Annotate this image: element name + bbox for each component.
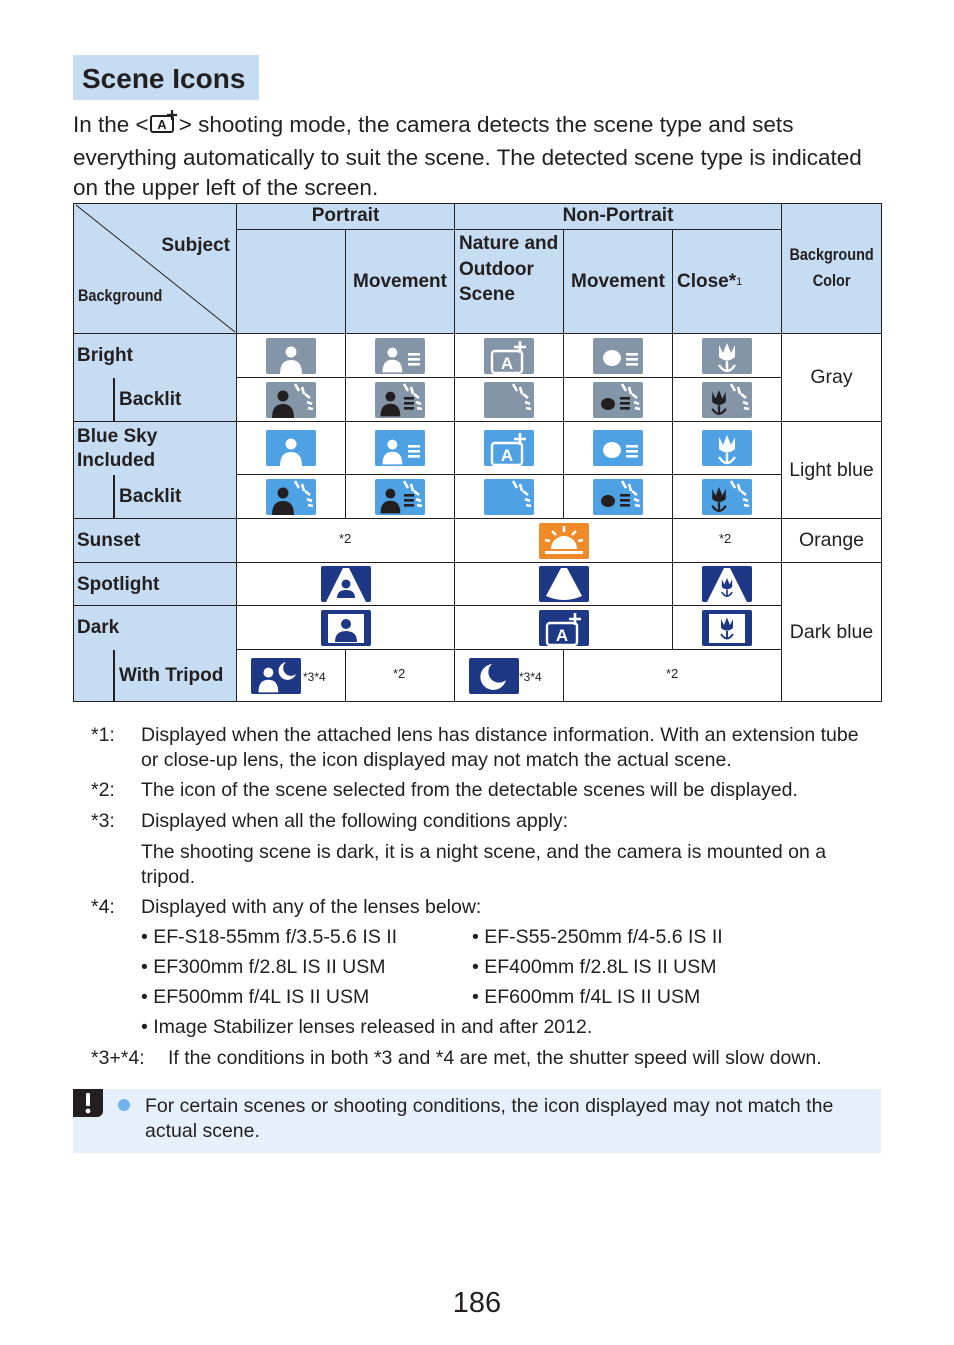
corner-header	[73, 203, 237, 334]
icon-cell	[237, 378, 346, 422]
tripod-nature-cell	[455, 650, 564, 702]
header-portrait-still	[237, 230, 346, 334]
dark-close-cell	[673, 606, 782, 650]
row-indent	[73, 475, 114, 519]
caution-text: For certain scenes or shooting conditions, the icon displayed may not match the actual scene.	[145, 1095, 834, 1142]
spotlight-close-up-icon	[702, 566, 752, 602]
footnote-1-text: Displayed when the attached lens has distance information. With an extension tube or close-up lens, the icon displayed may not match the actual scene.	[141, 724, 859, 771]
row-label-dark: Dark	[73, 606, 237, 650]
header-background-color-label: Background Color	[789, 245, 874, 290]
footnote-4-mark: *4:	[91, 896, 115, 918]
close-up-icon	[702, 430, 752, 466]
header-close	[673, 230, 782, 334]
night-portrait-tripod-icon	[251, 658, 301, 694]
sunset-portrait-cell	[237, 519, 455, 563]
icon-cell	[455, 422, 564, 475]
close-up-icon	[702, 338, 752, 374]
tripod-portrait-cell	[237, 650, 346, 702]
bg-color-dark-blue: Dark blue	[782, 563, 882, 702]
caution-box	[73, 1089, 881, 1153]
dark-scene-auto-icon	[539, 610, 589, 646]
header-nature-outdoor: Nature and Outdoor Scene	[455, 230, 564, 334]
icon-cell	[237, 334, 346, 378]
intro-text-start: In the <	[73, 112, 149, 137]
dark-non-portrait-cell	[455, 606, 673, 650]
icon-cell	[455, 334, 564, 378]
icon-cell	[564, 378, 673, 422]
icon-cell	[673, 378, 782, 422]
note-2: *2	[719, 531, 732, 546]
footnote-2-text: The icon of the scene selected from the detectable scenes will be displayed.	[141, 779, 798, 801]
spotlight-portrait-cell	[237, 563, 455, 606]
portrait-icon	[266, 430, 316, 466]
row-label-backlit-2: Backlit	[114, 475, 237, 519]
note-2: *2	[393, 666, 406, 681]
header-close-label: Close*	[677, 270, 737, 292]
header-close-note: 1	[736, 275, 743, 288]
row-label-with-tripod: With Tripod	[114, 650, 237, 702]
movement-icon	[593, 338, 643, 374]
icon-cell	[346, 422, 455, 475]
note-3-4: *3*4	[303, 670, 326, 684]
night-scene-tripod-icon	[469, 658, 519, 694]
backlit-movement-icon	[593, 479, 643, 515]
backlit-portrait-movement-icon	[375, 479, 425, 515]
caution-icon	[73, 1089, 103, 1117]
dark-portrait-cell	[237, 606, 455, 650]
page-number: 186	[452, 1287, 502, 1319]
header-non-portrait: Non-Portrait	[455, 203, 782, 230]
note-2: *2	[666, 666, 679, 681]
footnote-1-mark: *1:	[91, 724, 115, 746]
tripod-non-portrait-rest-cell	[564, 650, 782, 702]
icon-cell	[237, 422, 346, 475]
portrait-icon	[266, 338, 316, 374]
icon-cell	[673, 475, 782, 519]
bg-color-light-blue: Light blue	[782, 422, 882, 519]
svg-text:A: A	[156, 117, 167, 132]
icon-cell	[673, 422, 782, 475]
dark-portrait-icon	[321, 610, 371, 646]
backlit-portrait-icon	[266, 479, 316, 515]
row-label-bright: Bright	[73, 334, 237, 378]
row-label-spotlight: Spotlight	[73, 563, 237, 606]
corner-subject-label: Subject	[161, 235, 230, 256]
backlit-portrait-icon	[266, 382, 316, 418]
lens-extra: • Image Stabilizer lenses released in and after 2012.	[141, 1016, 593, 1038]
tripod-movement-cell	[346, 650, 455, 702]
lens-item: • EF500mm f/4L IS II USM	[141, 986, 370, 1008]
row-indent	[73, 378, 114, 422]
lens-item: • EF600mm f/4L IS II USM	[472, 986, 701, 1008]
spotlight-icon	[539, 566, 589, 602]
lens-item: • EF300mm f/2.8L IS II USM	[141, 956, 386, 978]
icon-cell	[346, 378, 455, 422]
backlit-portrait-movement-icon	[375, 382, 425, 418]
lens-item: • EF400mm f/2.8L IS II USM	[472, 956, 717, 978]
intro-text-rest: > shooting mode, the camera detects the scene type and sets everything automatically to suit the scene. The detected scene type is indicated on the upper left of the screen.	[73, 112, 862, 200]
header-background-color	[782, 203, 882, 334]
header-portrait: Portrait	[237, 203, 455, 230]
icon-cell	[346, 334, 455, 378]
footnote-3-text: Displayed when all the following conditions apply:	[141, 810, 569, 832]
icon-cell	[455, 475, 564, 519]
row-label-blue-sky: Blue Sky Included	[73, 422, 237, 475]
icon-cell	[346, 475, 455, 519]
row-indent	[73, 650, 114, 702]
backlit-scene-auto-icon	[484, 479, 534, 515]
lens-item: • EF-S55-250mm f/4-5.6 IS II	[472, 926, 723, 948]
footnote-4-text: Displayed with any of the lenses below:	[141, 896, 482, 918]
bg-color-gray: Gray	[782, 334, 882, 422]
bg-color-orange: Orange	[782, 519, 882, 563]
icon-cell	[564, 422, 673, 475]
footnote-3-mark: *3:	[91, 810, 115, 832]
movement-icon	[593, 430, 643, 466]
scene-auto-icon	[484, 430, 534, 466]
header-movement: Movement	[346, 230, 455, 334]
backlit-close-up-icon	[702, 479, 752, 515]
icon-cell	[673, 334, 782, 378]
sunset-icon	[539, 523, 589, 559]
backlit-scene-auto-icon	[484, 382, 534, 418]
backlit-close-up-icon	[702, 382, 752, 418]
row-label-backlit: Backlit	[114, 378, 237, 422]
scene-intelligent-auto-icon	[149, 110, 179, 143]
icon-cell	[564, 334, 673, 378]
icon-cell	[564, 475, 673, 519]
icon-cell	[237, 475, 346, 519]
corner-background-label: Background	[78, 286, 163, 305]
intro-paragraph	[73, 110, 873, 204]
spotlight-portrait-icon	[321, 566, 371, 602]
bullet-icon	[118, 1099, 130, 1111]
scene-icons-table	[73, 203, 882, 702]
footnote-3-4-mark: *3+*4:	[91, 1047, 145, 1069]
sunset-non-portrait-cell	[455, 519, 673, 563]
sunset-close-cell	[673, 519, 782, 563]
portrait-movement-icon	[375, 338, 425, 374]
footnote-3-subtext: The shooting scene is dark, it is a night scene, and the camera is mounted on a tripod.	[141, 841, 827, 888]
header-movement-2: Movement	[564, 230, 673, 334]
footnote-3-4-text: If the conditions in both *3 and *4 are met, the shutter speed will slow down.	[168, 1047, 822, 1069]
footnote-2-mark: *2:	[91, 779, 115, 801]
backlit-movement-icon	[593, 382, 643, 418]
row-label-sunset: Sunset	[73, 519, 237, 563]
scene-auto-icon	[484, 338, 534, 374]
dark-close-up-icon	[702, 610, 752, 646]
icon-cell	[455, 378, 564, 422]
spotlight-close-cell	[673, 563, 782, 606]
portrait-movement-icon	[375, 430, 425, 466]
lens-item: • EF-S18-55mm f/3.5-5.6 IS II	[141, 926, 398, 948]
spotlight-non-portrait-cell	[455, 563, 673, 606]
section-title: Scene Icons	[73, 55, 259, 100]
note-2: *2	[339, 531, 352, 546]
note-3-4: *3*4	[519, 670, 542, 684]
